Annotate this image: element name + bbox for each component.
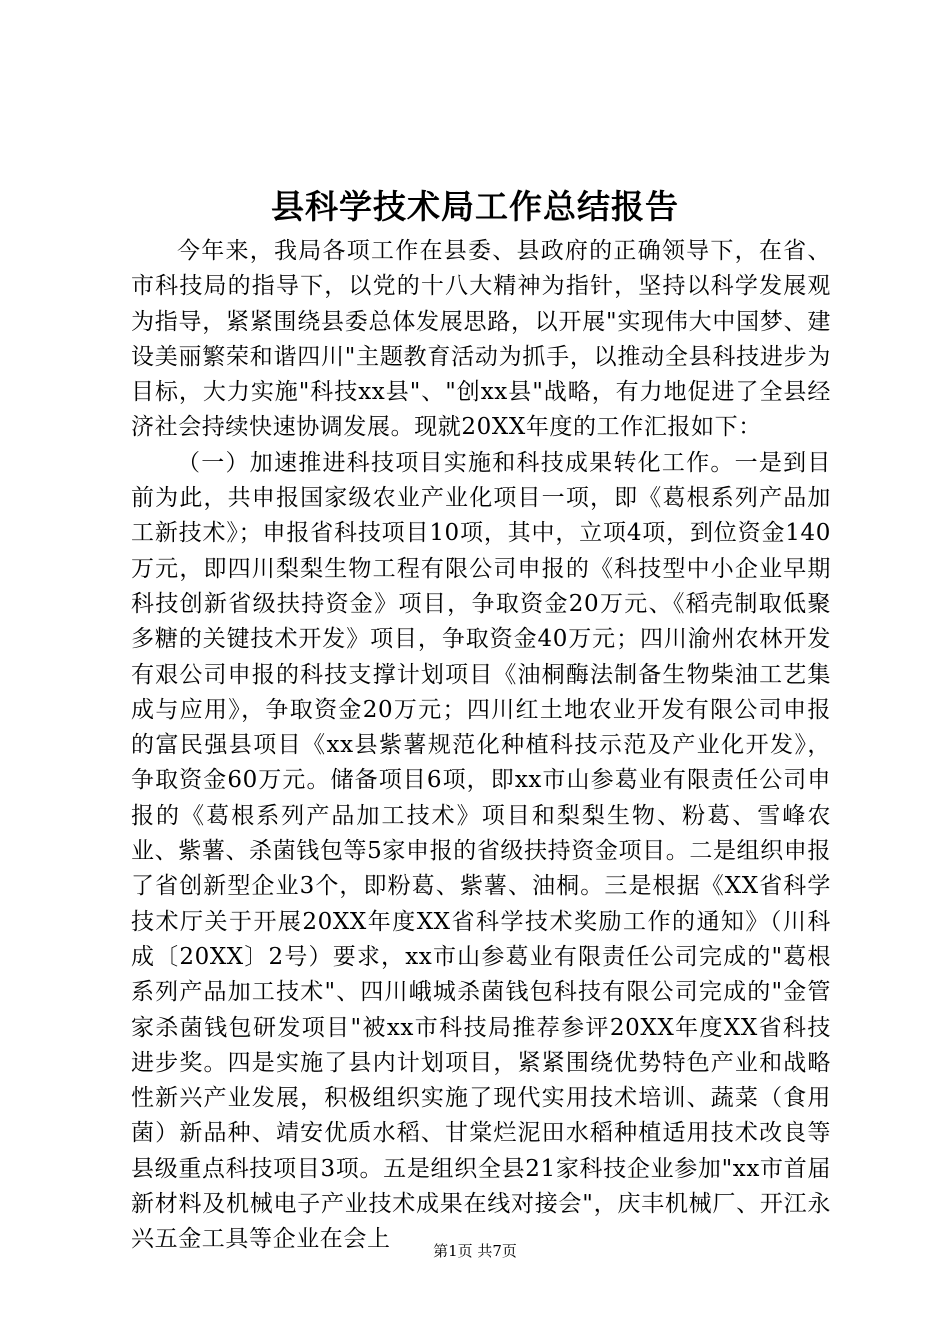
section-one-paragraph: （一）加速推进科技项目实施和科技成果转化工作。一是到目前为此，共申报国家级农业产业化项目一项，即《葛根系列产品加工新技术》；申报省科技项目10项，其中，立项4项，到位资金140万元，即四川梨梨生物工程有限公司申报的《科技型中小企业早期科技创新省级扶持资金》项目，争取资金20万元、《稻壳制取低聚多糖的关键技术开发》项目，争取资金40万元；四川渝州农林开发有艰公司申报的科技支撑计划项目《油桐酶法制备生物柴油工艺集成与应用》，争取资金20万元；四川红土地农业开发有限公司申报的富民强县项目《xx县紫薯规范化种植科技示范及产业化开发》，争取资金60万元。储备项目6项，即xx市山参葛业有限责任公司申报的《葛根系列产品加工技术》项目和梨梨生物、粉葛、雪峰农业、紫薯、杀菌钱包等5家申报的省级扶持资金项目。二是组织申报了省创新型企业3个，即粉葛、紫薯、油桐。三是根据《XX省科学技术厅关于开展20XX年度XX省科学技术奖励工作的通知》（川科成〔20XX〕2号）要求，xx市山参葛业有限责任公司完成的"葛根系列产品加工技术"、四川峨城杀菌钱包科技有限公司完成的"金管家杀菌钱包研发项目"被xx市科技局推荐参评20XX年度XX省科技进步奖。四是实施了县内计划项目，紧紧围绕优势特色产业和战略性新兴产业发展，积极组织实施了现代实用技术培训、蔬菜（食用菌）新品种、靖安优质水稻、甘棠烂泥田水稻种植适用技术改良等县级重点科技项目3项。五是组织全县21家科技企业参加"xx市首届新材料及机械电子产业技术成果在线对接会"，庆丰机械厂、开江永兴五金工具等企业在会上 — [131, 449, 831, 1253]
page-footer: 第1页 共7页 — [433, 1242, 517, 1260]
document-title: 县科学技术局工作总结报告 — [271, 187, 679, 226]
document-body — [131, 234, 831, 1258]
intro-paragraph: 今年来，我局各项工作在县委、县政府的正确领导下，在省、市科技局的指导下，以党的十八大精神为指针，坚持以科学发展观为指导，紧紧围绕县委总体发展思路，以开展"实现伟大中国梦、建设美丽繁荣和谐四川"主题教育活动为抓手，以推动全县科技进步为目标，大力实施"科技xx县"、"创xx县"战略，有力地促进了全县经济社会持续快速协调发展。现就20XX年度的工作汇报如下： — [131, 238, 831, 441]
